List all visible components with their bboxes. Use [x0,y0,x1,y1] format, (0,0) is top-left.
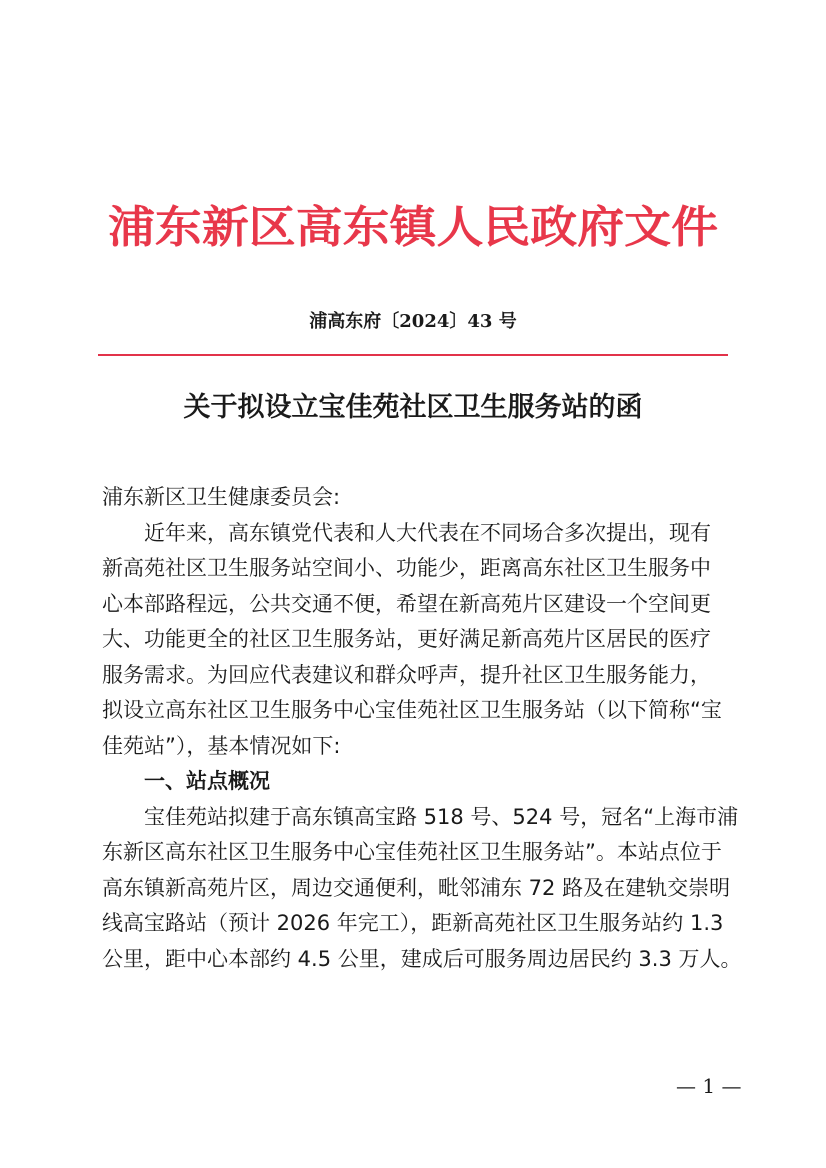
page-number: — 1 — [676,1074,742,1098]
body-line: 东新区高东社区卫生服务中心宝佳苑社区卫生服务站”。本站点位于 [102,840,722,864]
document-number: 浦高东府〔2024〕43 号 [309,311,517,332]
section-heading: 一、站点概况 [144,769,270,793]
body-line: 佳苑站”），基本情况如下: [102,733,341,758]
body-line: 服务需求。为回应代表建议和群众呼声，提升社区卫生服务能力， [102,662,711,687]
document-body [102,480,742,977]
body-line: 近年来，高东镇党代表和人大代表在不同场合多次提出，现有 [144,520,711,545]
body-line: 高东镇新高苑片区，周边交通便利，毗邻浦东 72 路及在建轨交崇明 [102,875,731,900]
body-line: 公里，距中心本部约 4.5 公里，建成后可服务周边居民约 3.3 万人。 [102,946,742,971]
body-line: 拟设立高东社区卫生服务中心宝佳苑社区卫生服务站（以下简称“宝 [102,698,722,722]
red-divider-line [98,354,728,356]
body-line: 大、功能更全的社区卫生服务站，更好满足新高苑片区居民的医疗 [102,627,711,651]
issuing-authority-header: 浦东新区高东镇人民政府文件 [108,202,718,253]
document-title: 关于拟设立宝佳苑社区卫生服务站的函 [183,392,643,423]
salutation: 浦东新区卫生健康委员会: [102,485,341,509]
body-line: 心本部路程远，公共交通不便，希望在新高苑片区建设一个空间更 [102,591,711,616]
body-line: 宝佳苑站拟建于高东镇高宝路 518 号、524 号，冠名“上海市浦 [144,804,739,829]
body-line: 线高宝路站（预计 2026 年完工），距新高苑社区卫生服务站约 1.3 [102,911,724,935]
body-line: 新高苑社区卫生服务站空间小、功能少，距离高东社区卫生服务中 [102,556,711,580]
